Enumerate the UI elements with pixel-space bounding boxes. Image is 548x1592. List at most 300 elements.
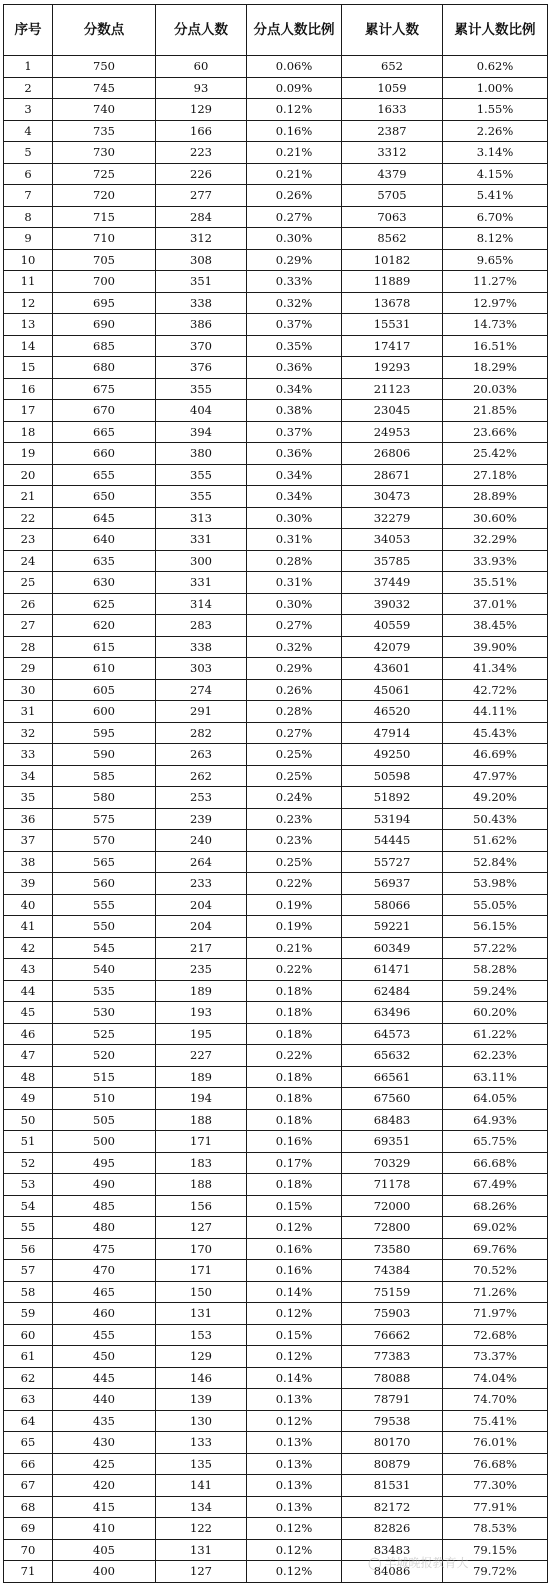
cumulative-cell: 75903	[342, 1303, 443, 1325]
count-cell: 338	[156, 636, 247, 658]
table-row	[4, 529, 548, 551]
cumulative-cell: 11889	[342, 271, 443, 293]
cumulative-cell: 54445	[342, 830, 443, 852]
cumulative-ratio-cell: 77.91%	[443, 1496, 548, 1518]
table-row	[4, 1496, 548, 1518]
cumulative-ratio-cell: 8.12%	[443, 228, 548, 250]
count-cell: 380	[156, 443, 247, 465]
cumulative-ratio-cell: 74.70%	[443, 1389, 548, 1411]
cumulative-ratio-cell: 1.00%	[443, 77, 548, 99]
row-index-cell: 71	[4, 1561, 53, 1583]
table-row	[4, 1002, 548, 1024]
count-ratio-cell: 0.23%	[247, 830, 342, 852]
score-cell: 590	[53, 744, 156, 766]
count-ratio-cell: 0.22%	[247, 1045, 342, 1067]
table-row	[4, 1109, 548, 1131]
score-cell: 630	[53, 572, 156, 594]
score-cell: 425	[53, 1453, 156, 1475]
count-cell: 282	[156, 722, 247, 744]
count-cell: 217	[156, 937, 247, 959]
row-index-cell: 68	[4, 1496, 53, 1518]
cumulative-cell: 80879	[342, 1453, 443, 1475]
cumulative-cell: 66561	[342, 1066, 443, 1088]
table-row	[4, 185, 548, 207]
count-cell: 239	[156, 808, 247, 830]
row-index-cell: 63	[4, 1389, 53, 1411]
count-cell: 131	[156, 1539, 247, 1561]
cumulative-cell: 43601	[342, 658, 443, 680]
score-cell: 430	[53, 1432, 156, 1454]
table-row	[4, 1131, 548, 1153]
row-index-cell: 1	[4, 56, 53, 78]
count-ratio-cell: 0.12%	[247, 1217, 342, 1239]
cumulative-ratio-cell: 18.29%	[443, 357, 548, 379]
table-row	[4, 443, 548, 465]
cumulative-ratio-cell: 66.68%	[443, 1152, 548, 1174]
cumulative-ratio-cell: 63.11%	[443, 1066, 548, 1088]
row-index-cell: 67	[4, 1475, 53, 1497]
table-row	[4, 228, 548, 250]
row-index-cell: 15	[4, 357, 53, 379]
count-ratio-cell: 0.12%	[247, 1539, 342, 1561]
table-row	[4, 1045, 548, 1067]
cumulative-ratio-cell: 32.29%	[443, 529, 548, 551]
count-cell: 193	[156, 1002, 247, 1024]
cumulative-cell: 67560	[342, 1088, 443, 1110]
row-index-cell: 13	[4, 314, 53, 336]
count-cell: 386	[156, 314, 247, 336]
cumulative-cell: 28671	[342, 464, 443, 486]
cumulative-ratio-cell: 12.97%	[443, 292, 548, 314]
table-row	[4, 378, 548, 400]
cumulative-cell: 59221	[342, 916, 443, 938]
score-cell: 460	[53, 1303, 156, 1325]
count-cell: 283	[156, 615, 247, 637]
row-index-cell: 5	[4, 142, 53, 164]
table-row	[4, 636, 548, 658]
table-row	[4, 464, 548, 486]
score-cell: 745	[53, 77, 156, 99]
count-cell: 394	[156, 421, 247, 443]
table-row	[4, 937, 548, 959]
score-cell: 550	[53, 916, 156, 938]
cumulative-ratio-cell: 2.26%	[443, 120, 548, 142]
cumulative-cell: 72800	[342, 1217, 443, 1239]
cumulative-cell: 79538	[342, 1410, 443, 1432]
count-cell: 264	[156, 851, 247, 873]
score-cell: 645	[53, 507, 156, 529]
table-row	[4, 335, 548, 357]
count-ratio-cell: 0.26%	[247, 185, 342, 207]
score-cell: 665	[53, 421, 156, 443]
count-ratio-cell: 0.09%	[247, 77, 342, 99]
cumulative-ratio-cell: 5.41%	[443, 185, 548, 207]
table-row	[4, 1217, 548, 1239]
count-ratio-cell: 0.21%	[247, 163, 342, 185]
cumulative-cell: 4379	[342, 163, 443, 185]
count-cell: 376	[156, 357, 247, 379]
header-row	[4, 5, 548, 56]
count-ratio-cell: 0.19%	[247, 894, 342, 916]
cumulative-ratio-cell: 25.42%	[443, 443, 548, 465]
table-row	[4, 292, 548, 314]
count-ratio-cell: 0.32%	[247, 636, 342, 658]
count-ratio-cell: 0.18%	[247, 980, 342, 1002]
table-row	[4, 1152, 548, 1174]
table-row	[4, 550, 548, 572]
count-cell: 127	[156, 1561, 247, 1583]
table-row	[4, 1389, 548, 1411]
count-ratio-cell: 0.21%	[247, 142, 342, 164]
table-row	[4, 1238, 548, 1260]
row-index-cell: 55	[4, 1217, 53, 1239]
cumulative-cell: 42079	[342, 636, 443, 658]
watermark-text: 羊城晚报教育大	[384, 1556, 469, 1570]
cumulative-ratio-cell: 47.97%	[443, 765, 548, 787]
table-row	[4, 1432, 548, 1454]
table-row	[4, 1260, 548, 1282]
cumulative-ratio-cell: 75.41%	[443, 1410, 548, 1432]
count-cell: 146	[156, 1367, 247, 1389]
score-cell: 475	[53, 1238, 156, 1260]
row-index-cell: 61	[4, 1346, 53, 1368]
count-cell: 194	[156, 1088, 247, 1110]
count-cell: 226	[156, 163, 247, 185]
row-index-cell: 40	[4, 894, 53, 916]
table-row	[4, 1195, 548, 1217]
cumulative-ratio-cell: 23.66%	[443, 421, 548, 443]
row-index-cell: 17	[4, 400, 53, 422]
count-cell: 262	[156, 765, 247, 787]
row-index-cell: 37	[4, 830, 53, 852]
header-cell-score: 分数点	[53, 5, 156, 56]
cumulative-ratio-cell: 57.22%	[443, 937, 548, 959]
score-cell: 635	[53, 550, 156, 572]
table-row	[4, 980, 548, 1002]
row-index-cell: 18	[4, 421, 53, 443]
count-cell: 312	[156, 228, 247, 250]
cumulative-cell: 652	[342, 56, 443, 78]
count-cell: 188	[156, 1109, 247, 1131]
cumulative-cell: 60349	[342, 937, 443, 959]
cumulative-ratio-cell: 3.14%	[443, 142, 548, 164]
count-cell: 204	[156, 916, 247, 938]
score-cell: 740	[53, 99, 156, 121]
count-ratio-cell: 0.28%	[247, 701, 342, 723]
cumulative-ratio-cell: 64.05%	[443, 1088, 548, 1110]
cumulative-ratio-cell: 44.11%	[443, 701, 548, 723]
row-index-cell: 11	[4, 271, 53, 293]
row-index-cell: 20	[4, 464, 53, 486]
score-cell: 675	[53, 378, 156, 400]
count-ratio-cell: 0.18%	[247, 1066, 342, 1088]
score-cell: 410	[53, 1518, 156, 1540]
count-ratio-cell: 0.14%	[247, 1281, 342, 1303]
count-ratio-cell: 0.12%	[247, 1561, 342, 1583]
table-row	[4, 314, 548, 336]
header-cell-index: 序号	[4, 5, 53, 56]
cumulative-ratio-cell: 67.49%	[443, 1174, 548, 1196]
count-cell: 122	[156, 1518, 247, 1540]
count-ratio-cell: 0.13%	[247, 1496, 342, 1518]
count-cell: 195	[156, 1023, 247, 1045]
row-index-cell: 46	[4, 1023, 53, 1045]
cumulative-ratio-cell: 6.70%	[443, 206, 548, 228]
cumulative-cell: 82172	[342, 1496, 443, 1518]
score-cell: 700	[53, 271, 156, 293]
cumulative-ratio-cell: 70.52%	[443, 1260, 548, 1282]
cumulative-cell: 45061	[342, 679, 443, 701]
cumulative-ratio-cell: 59.24%	[443, 980, 548, 1002]
header-cell-count: 分点人数	[156, 5, 247, 56]
row-index-cell: 69	[4, 1518, 53, 1540]
row-index-cell: 54	[4, 1195, 53, 1217]
cumulative-cell: 68483	[342, 1109, 443, 1131]
count-ratio-cell: 0.25%	[247, 744, 342, 766]
cumulative-ratio-cell: 27.18%	[443, 464, 548, 486]
table-row	[4, 894, 548, 916]
count-cell: 131	[156, 1303, 247, 1325]
count-ratio-cell: 0.38%	[247, 400, 342, 422]
cumulative-ratio-cell: 9.65%	[443, 249, 548, 271]
count-cell: 93	[156, 77, 247, 99]
table-row	[4, 1088, 548, 1110]
row-index-cell: 50	[4, 1109, 53, 1131]
count-ratio-cell: 0.29%	[247, 658, 342, 680]
cumulative-cell: 64573	[342, 1023, 443, 1045]
count-ratio-cell: 0.37%	[247, 421, 342, 443]
count-cell: 183	[156, 1152, 247, 1174]
cumulative-ratio-cell: 52.84%	[443, 851, 548, 873]
count-cell: 308	[156, 249, 247, 271]
cumulative-ratio-cell: 78.53%	[443, 1518, 548, 1540]
count-ratio-cell: 0.16%	[247, 120, 342, 142]
cumulative-cell: 32279	[342, 507, 443, 529]
row-index-cell: 24	[4, 550, 53, 572]
row-index-cell: 59	[4, 1303, 53, 1325]
count-cell: 204	[156, 894, 247, 916]
score-cell: 525	[53, 1023, 156, 1045]
table-row	[4, 851, 548, 873]
cumulative-cell: 80170	[342, 1432, 443, 1454]
cumulative-ratio-cell: 21.85%	[443, 400, 548, 422]
table-row	[4, 572, 548, 594]
cumulative-cell: 55727	[342, 851, 443, 873]
count-cell: 291	[156, 701, 247, 723]
row-index-cell: 56	[4, 1238, 53, 1260]
score-cell: 535	[53, 980, 156, 1002]
table-row	[4, 120, 548, 142]
count-cell: 274	[156, 679, 247, 701]
count-cell: 355	[156, 486, 247, 508]
cumulative-cell: 26806	[342, 443, 443, 465]
row-index-cell: 8	[4, 206, 53, 228]
table-row	[4, 1410, 548, 1432]
cumulative-ratio-cell: 56.15%	[443, 916, 548, 938]
cumulative-ratio-cell: 71.97%	[443, 1303, 548, 1325]
count-cell: 227	[156, 1045, 247, 1067]
score-cell: 490	[53, 1174, 156, 1196]
row-index-cell: 60	[4, 1324, 53, 1346]
row-index-cell: 45	[4, 1002, 53, 1024]
score-cell: 450	[53, 1346, 156, 1368]
table-row	[4, 507, 548, 529]
count-ratio-cell: 0.16%	[247, 1238, 342, 1260]
header-cell-cumulative: 累计人数	[342, 5, 443, 56]
cumulative-cell: 74384	[342, 1260, 443, 1282]
table-row	[4, 615, 548, 637]
cumulative-cell: 71178	[342, 1174, 443, 1196]
score-cell: 560	[53, 873, 156, 895]
cumulative-cell: 81531	[342, 1475, 443, 1497]
cumulative-ratio-cell: 77.30%	[443, 1475, 548, 1497]
row-index-cell: 26	[4, 593, 53, 615]
cumulative-cell: 39032	[342, 593, 443, 615]
score-cell: 520	[53, 1045, 156, 1067]
score-cell: 420	[53, 1475, 156, 1497]
cumulative-ratio-cell: 33.93%	[443, 550, 548, 572]
row-index-cell: 25	[4, 572, 53, 594]
score-cell: 600	[53, 701, 156, 723]
cumulative-cell: 34053	[342, 529, 443, 551]
count-ratio-cell: 0.18%	[247, 1088, 342, 1110]
cumulative-ratio-cell: 41.34%	[443, 658, 548, 680]
table-row	[4, 56, 548, 78]
score-cell: 510	[53, 1088, 156, 1110]
count-ratio-cell: 0.27%	[247, 206, 342, 228]
count-ratio-cell: 0.23%	[247, 808, 342, 830]
count-ratio-cell: 0.27%	[247, 615, 342, 637]
cumulative-ratio-cell: 4.15%	[443, 163, 548, 185]
cumulative-ratio-cell: 64.93%	[443, 1109, 548, 1131]
cumulative-cell: 2387	[342, 120, 443, 142]
row-index-cell: 41	[4, 916, 53, 938]
score-cell: 435	[53, 1410, 156, 1432]
count-cell: 139	[156, 1389, 247, 1411]
cumulative-ratio-cell: 1.55%	[443, 99, 548, 121]
row-index-cell: 70	[4, 1539, 53, 1561]
table-row	[4, 1518, 548, 1540]
row-index-cell: 44	[4, 980, 53, 1002]
count-cell: 166	[156, 120, 247, 142]
cumulative-ratio-cell: 73.37%	[443, 1346, 548, 1368]
table-row	[4, 142, 548, 164]
score-cell: 540	[53, 959, 156, 981]
count-cell: 351	[156, 271, 247, 293]
table-row	[4, 679, 548, 701]
count-ratio-cell: 0.18%	[247, 1109, 342, 1131]
count-ratio-cell: 0.12%	[247, 99, 342, 121]
table-row	[4, 357, 548, 379]
row-index-cell: 52	[4, 1152, 53, 1174]
score-cell: 655	[53, 464, 156, 486]
cumulative-cell: 65632	[342, 1045, 443, 1067]
count-ratio-cell: 0.17%	[247, 1152, 342, 1174]
count-cell: 300	[156, 550, 247, 572]
score-cell: 480	[53, 1217, 156, 1239]
count-ratio-cell: 0.34%	[247, 378, 342, 400]
score-cell: 750	[53, 56, 156, 78]
count-cell: 134	[156, 1496, 247, 1518]
count-cell: 60	[156, 56, 247, 78]
cumulative-cell: 17417	[342, 335, 443, 357]
cumulative-cell: 10182	[342, 249, 443, 271]
count-ratio-cell: 0.19%	[247, 916, 342, 938]
count-cell: 355	[156, 378, 247, 400]
score-cell: 440	[53, 1389, 156, 1411]
cumulative-cell: 15531	[342, 314, 443, 336]
row-index-cell: 47	[4, 1045, 53, 1067]
count-ratio-cell: 0.13%	[247, 1389, 342, 1411]
row-index-cell: 7	[4, 185, 53, 207]
cumulative-ratio-cell: 50.43%	[443, 808, 548, 830]
table-row	[4, 765, 548, 787]
cumulative-cell: 50598	[342, 765, 443, 787]
cumulative-ratio-cell: 71.26%	[443, 1281, 548, 1303]
row-index-cell: 21	[4, 486, 53, 508]
row-index-cell: 57	[4, 1260, 53, 1282]
cumulative-cell: 8562	[342, 228, 443, 250]
score-cell: 545	[53, 937, 156, 959]
cumulative-cell: 13678	[342, 292, 443, 314]
count-cell: 331	[156, 529, 247, 551]
count-cell: 133	[156, 1432, 247, 1454]
count-cell: 263	[156, 744, 247, 766]
row-index-cell: 66	[4, 1453, 53, 1475]
cumulative-ratio-cell: 35.51%	[443, 572, 548, 594]
count-ratio-cell: 0.34%	[247, 486, 342, 508]
score-cell: 470	[53, 1260, 156, 1282]
count-ratio-cell: 0.18%	[247, 1023, 342, 1045]
row-index-cell: 34	[4, 765, 53, 787]
cumulative-ratio-cell: 69.76%	[443, 1238, 548, 1260]
cumulative-ratio-cell: 61.22%	[443, 1023, 548, 1045]
score-cell: 735	[53, 120, 156, 142]
count-ratio-cell: 0.22%	[247, 959, 342, 981]
count-ratio-cell: 0.15%	[247, 1324, 342, 1346]
count-cell: 141	[156, 1475, 247, 1497]
table-row	[4, 658, 548, 680]
count-ratio-cell: 0.06%	[247, 56, 342, 78]
score-cell: 690	[53, 314, 156, 336]
table-row	[4, 77, 548, 99]
row-index-cell: 16	[4, 378, 53, 400]
table-row	[4, 916, 548, 938]
cumulative-ratio-cell: 30.60%	[443, 507, 548, 529]
row-index-cell: 48	[4, 1066, 53, 1088]
cumulative-ratio-cell: 14.73%	[443, 314, 548, 336]
cumulative-cell: 7063	[342, 206, 443, 228]
cumulative-cell: 3312	[342, 142, 443, 164]
table-row	[4, 1475, 548, 1497]
cumulative-cell: 1633	[342, 99, 443, 121]
count-cell: 235	[156, 959, 247, 981]
count-ratio-cell: 0.36%	[247, 357, 342, 379]
count-ratio-cell: 0.25%	[247, 765, 342, 787]
table-row	[4, 249, 548, 271]
count-ratio-cell: 0.33%	[247, 271, 342, 293]
row-index-cell: 23	[4, 529, 53, 551]
header-cell-count-ratio: 分点人数比例	[247, 5, 342, 56]
table-row	[4, 1561, 548, 1583]
table-header	[4, 5, 548, 56]
row-index-cell: 31	[4, 701, 53, 723]
score-cell: 530	[53, 1002, 156, 1024]
count-ratio-cell: 0.37%	[247, 314, 342, 336]
score-cell: 625	[53, 593, 156, 615]
cumulative-cell: 46520	[342, 701, 443, 723]
cumulative-ratio-cell: 72.68%	[443, 1324, 548, 1346]
